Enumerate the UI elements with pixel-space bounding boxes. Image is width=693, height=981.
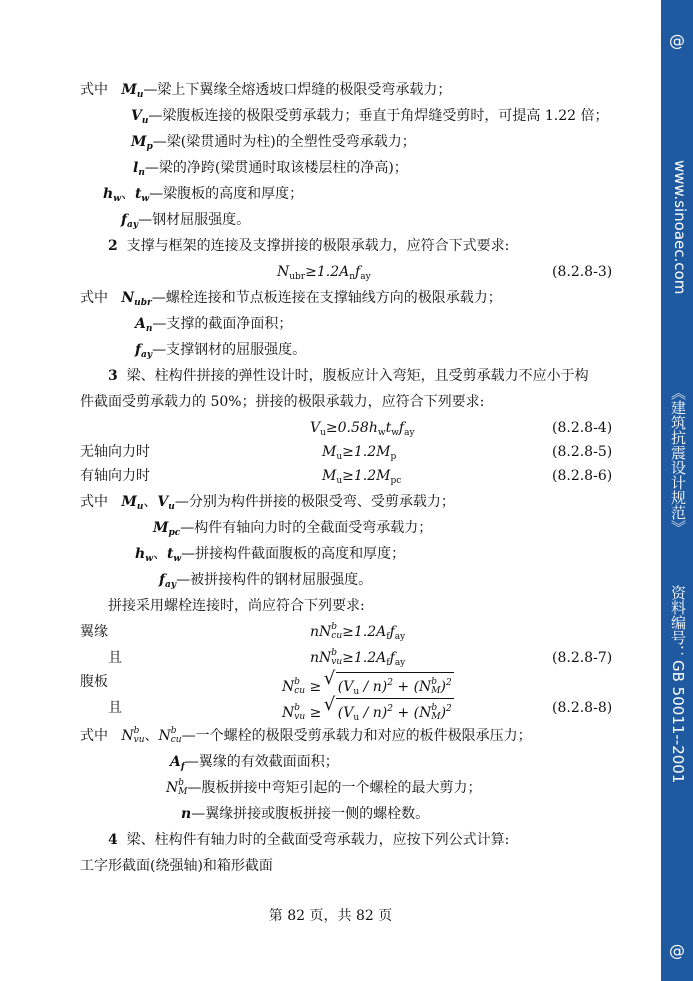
definition-line: $M_{pc}—$构件有轴向力时的全截面受弯承载力； xyxy=(153,520,433,538)
equation-8-2-8-6: $M_u\ge 1.2M_{pc}$ xyxy=(322,468,402,486)
definition-line: $l_n—$梁的净跨(梁贯通时取该楼层柱的净高)； xyxy=(133,160,408,178)
definition-line: $f_{ay}—$钢材屈服强度。 xyxy=(121,212,251,230)
equation-number: (8.2.8-7) xyxy=(552,650,613,666)
condition-label: 且 xyxy=(108,700,122,716)
equation-8-2-8-3: $N_{ubr}\ge 1.2A_nf_{ay}$ xyxy=(277,264,371,282)
equation-8-2-8-7b: nN b vu $\ge 1.2A_ff_{ay}$ xyxy=(310,648,406,668)
paragraph: 拼接采用螺栓连接时，尚应符合下列要求: xyxy=(108,598,365,614)
condition-label: 翼缘 xyxy=(80,624,108,640)
equation-number: (8.2.8-6) xyxy=(552,468,613,484)
sidebar-doc-code: 资料编号：GB 50011--2001 xyxy=(669,585,687,784)
definition-line: 式中 N b vu 、N b cu —一个螺栓的极限受剪承载力和对应的板件极限承压力； xyxy=(80,726,532,745)
definition-line: 式中 $N_{ubr}—$螺栓连接和节点板连接在支撑轴线方向的极限承载力； xyxy=(80,290,502,308)
definition-line: $h_w$、$t_w—$拼接构件截面腹板的高度和厚度； xyxy=(135,546,406,564)
definition-line: $M_p—$梁(梁贯通时为柱)的全塑性受弯承载力； xyxy=(131,134,416,152)
equation-8-2-8-4: $V_u\ge 0.58h_wt_wf_{ay}$ xyxy=(310,420,415,438)
equation-number: (8.2.8-8) xyxy=(552,700,613,716)
definition-line: $V_u—$梁腹板连接的极限受剪承载力；垂直于角焊缝受剪时，可提高 1.22 倍； xyxy=(131,108,609,126)
definition-line: N b M —腹板拼接中弯矩引起的一个螺栓的最大剪力； xyxy=(166,778,482,797)
paragraph: 2 支撑与框架的连接及支撑拼接的极限承载力，应符合下式要求: xyxy=(108,238,510,254)
paragraph: 4 梁、柱构件有轴力时的全截面受弯承载力，应按下列公式计算: xyxy=(108,832,510,848)
page-number: 第 82 页，共 82 页 xyxy=(268,908,393,924)
equation-8-2-8-8a: N b cu ≥ √ $(V_u / n)^2 + (N$ b M )$^2$ xyxy=(282,672,454,702)
condition-label: 腹板 xyxy=(80,674,108,690)
equation-number: (8.2.8-5) xyxy=(552,444,613,460)
sidebar-website: www.sinoaec.com xyxy=(671,160,689,295)
definition-line: $h_w$、$t_w—$梁腹板的高度和厚度； xyxy=(103,186,304,204)
definition-line: $f_{ay}—$被拼接构件的钢材屈服强度。 xyxy=(159,572,373,590)
at-icon: @ xyxy=(669,31,685,50)
paragraph-continuation: 件截面受剪承载力的 50%；拼接的极限承载力，应符合下列要求: xyxy=(80,394,485,410)
equation-8-2-8-7a: nN b cu $\ge 1.2A_ff_{ay}$ xyxy=(310,622,406,642)
equation-8-2-8-8b: N b vu ≥ √ $(V_u / n)^2 + (N$ b M )$^2$ xyxy=(282,698,454,728)
definition-line: n—翼缘拼接或腹板拼接一侧的螺栓数。 xyxy=(181,806,430,822)
paragraph: 3 梁、柱构件拼接的弹性设计时，腹板应计入弯矩，且受剪承载力不应小于构 xyxy=(108,368,589,384)
equation-number: (8.2.8-4) xyxy=(552,420,613,436)
at-icon-bottom: @ xyxy=(669,941,685,960)
condition-label: 且 xyxy=(108,650,122,666)
equation-number: (8.2.8-3) xyxy=(552,264,613,280)
definition-line: $f_{ay}—$支撑钢材的屈服强度。 xyxy=(135,342,307,360)
condition-label: 有轴向力时 xyxy=(80,468,150,484)
definition-line: 式中 $M_u$、$V_u—$分别为构件拼接的极限受弯、受剪承载力； xyxy=(80,494,455,512)
condition-label: 无轴向力时 xyxy=(80,444,150,460)
definition-line: $A_f—$翼缘的有效截面面积； xyxy=(170,754,339,772)
definition-line: 式中 $M_u—$梁上下翼缘全熔透坡口焊缝的极限受弯承载力； xyxy=(80,82,452,100)
equation-8-2-8-5: $M_u\ge 1.2M_p$ xyxy=(322,444,397,462)
definition-line: $A_n—$支撑的截面净面积； xyxy=(135,316,293,334)
sidebar-book-title: 《建筑抗震设计规范》 xyxy=(669,385,687,535)
paragraph: 工字形截面(绕强轴)和箱形截面 xyxy=(80,858,273,874)
